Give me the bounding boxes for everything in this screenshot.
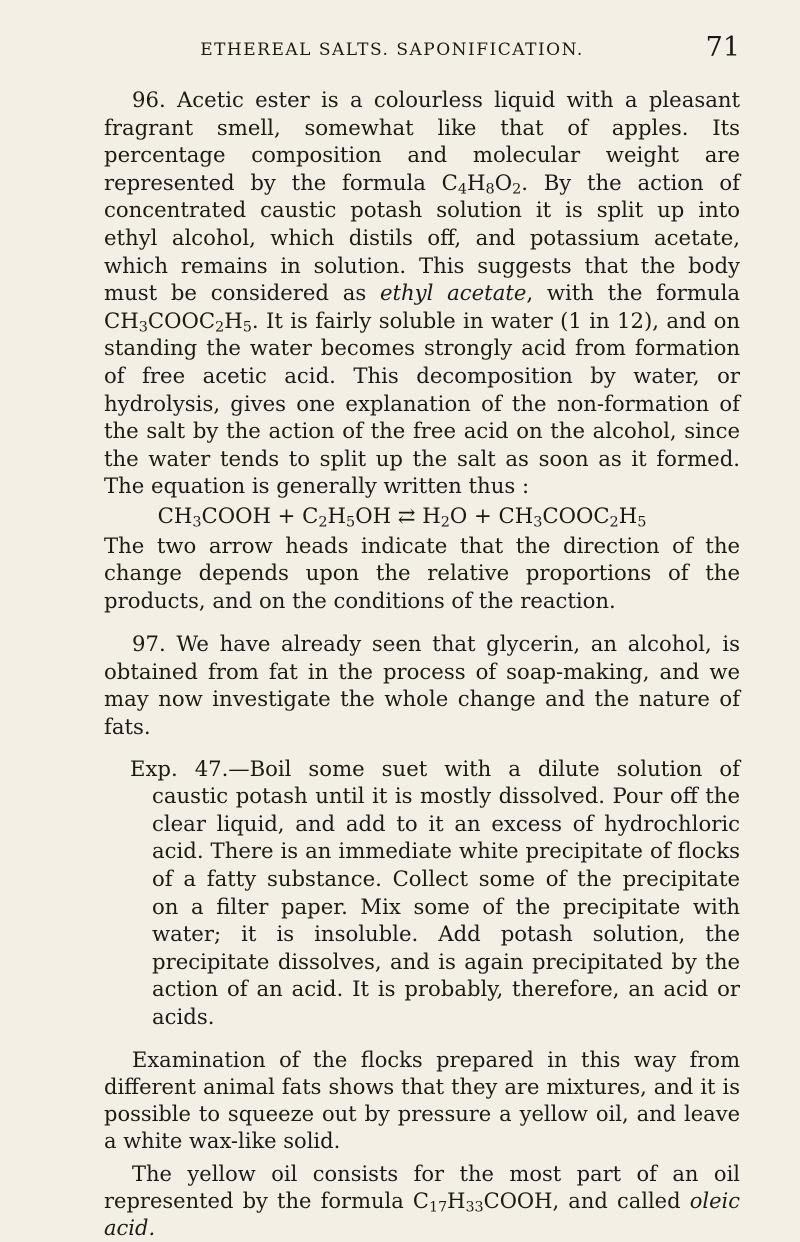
- paragraph-96-continuation: The two arrow heads indicate that the direction of the change depends upon the relative proportions of the products, and on the conditions of the reaction.: [104, 532, 740, 613]
- term-ethyl-acetate: ethyl acetate: [379, 280, 527, 306]
- experiment-label: Exp. 47.: [130, 755, 229, 781]
- equation: $CH_3COOH + C_2H_5OH$ ⇄ $H_2O$ + $CH_3COOC_2H_5$: [157, 502, 647, 531]
- paragraph-97: [104, 630, 740, 740]
- term-oleic-acid: oleic acid.: [104, 1188, 740, 1240]
- page-body: [104, 86, 740, 1242]
- paragraph-examination: Examination of the flocks prepared in this way from different animal fats shows that they are mixtures, and it is possible to squeeze out by pressure a yellow oil, and leave a white wax-like solid.: [104, 1047, 740, 1153]
- paragraph-number: 96.: [132, 87, 166, 112]
- page-header: [104, 32, 740, 64]
- paragraph-number: 97.: [132, 631, 166, 657]
- formula-oleic-acid: $C_{17}H_{33}COOH$: [412, 1188, 553, 1216]
- paragraph-97-text: We have already seen that glycerin, an alcohol, is obtained from fat in the process of soap-making, and we may now investigate the whole change and the nature of fats.: [104, 631, 740, 740]
- experiment-text: —Boil some suet with a dilute solution of caustic potash until it is mostly dissolved. Pour off the clear liquid, and add to it an excess of hydrochloric acid. There is an immediate white precipitate of flocks of a fatty substance. Collect some of the precipitate on a filter paper. Mix some of the precipitate with water; it is insoluble. Add potash solution, the precipitate dissolves, and is again precipitated by the action of an acid. It is probably, therefore, an acid or acids.: [152, 755, 740, 1029]
- paragraph-oleic-text: , and called: [552, 1188, 681, 1213]
- paragraph-96-text: It is fairly soluble in water (1 in 12), and on standing the water becomes strongly acid from formation of free acetic acid. This decomposition by water, or hydrolysis, gives one explanation of the non-formation of the salt by the action of the free acid on the alcohol, since the water tends to split up the salt as soon as it formed. The equation is generally written thus :: [104, 307, 740, 499]
- experiment-47: [130, 755, 740, 1031]
- formula-c4h8o2: $C_4H_8O_2$: [441, 169, 522, 198]
- page-number: 71: [705, 32, 740, 63]
- paragraph-96: 96. Acetic ester is a colourless liquid with a pleasant fragrant smell, somewhat like that of apples. Its percentage composition and molecular weight are represented by the formula $C_4H_8O_2$. By the action of concentrated caustic potash solution it is split up into ethyl alcohol, which distils off, and potassium acetate, which remains in solution. This suggests that the body must be considered as ethyl acetate, with the formula $CH_3COOC_2H_5$. It is fairly soluble in water (1 in 12), and on standing the water becomes strongly acid from formation of free acetic acid. This decomposition by water, or hydrolysis, gives one explanation of the non-formation of the salt by the action of the free acid on the alcohol, since the water tends to split up the salt as soon as it formed. The equation is generally written thus :: [104, 87, 740, 499]
- running-head: ETHEREAL SALTS. SAPONIFICATION.: [200, 40, 584, 60]
- paragraph-oleic-acid: The yellow oil consists for the most part of an oil represented by the formula $C_{17}H_{33}COOH$, and called oleic acid.: [104, 1161, 740, 1240]
- formula-ethyl-acetate: $CH_3COOC_2H_5$: [104, 307, 252, 336]
